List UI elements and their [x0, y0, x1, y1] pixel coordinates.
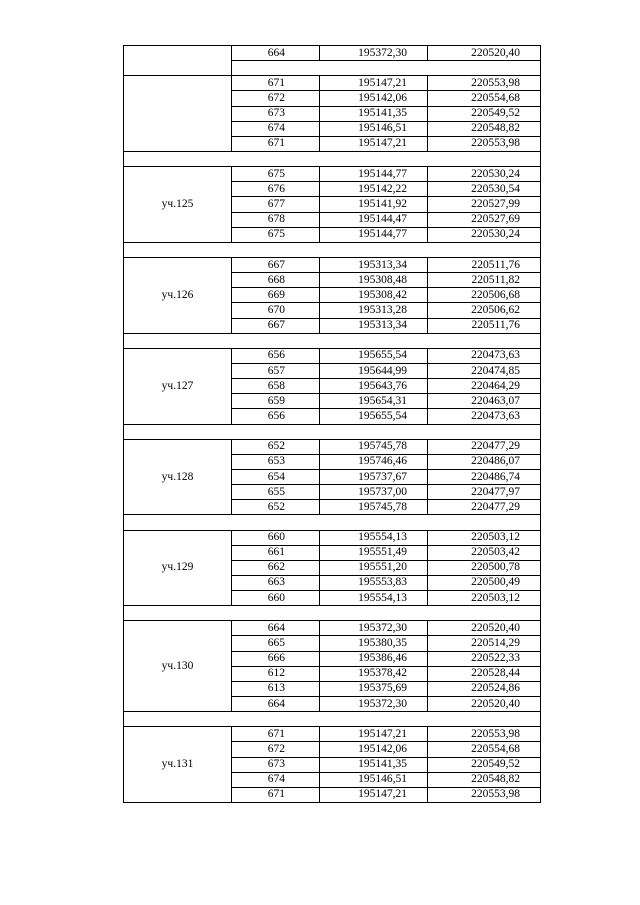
point-number: 664: [232, 697, 320, 712]
coordinate-x: 195745,78: [320, 500, 428, 515]
coordinate-y: 220500,78: [428, 560, 541, 575]
point-number: 671: [232, 727, 320, 742]
coordinate-y: 220553,98: [428, 727, 541, 742]
coordinate-x: 195643,76: [320, 379, 428, 394]
spacer-cell: [124, 242, 541, 257]
coordinate-x: 195654,31: [320, 394, 428, 409]
table-row-spacer: [124, 333, 541, 348]
coordinate-x: 195141,92: [320, 197, 428, 212]
coordinate-x: 195146,51: [320, 772, 428, 787]
coordinate-x: 195372,30: [320, 46, 428, 61]
point-number: 660: [232, 530, 320, 545]
coordinate-y: 220506,62: [428, 303, 541, 318]
coordinate-y: 220500,49: [428, 575, 541, 590]
point-number: 657: [232, 363, 320, 378]
point-number: 667: [232, 257, 320, 272]
point-number: 665: [232, 636, 320, 651]
table-row: [124, 348, 541, 363]
coordinate-x: 195141,35: [320, 757, 428, 772]
coordinate-x: 195313,34: [320, 318, 428, 333]
coordinate-x: 195745,78: [320, 439, 428, 454]
coordinate-x: 195372,30: [320, 621, 428, 636]
table-row-spacer: [124, 712, 541, 727]
coordinate-x: 195655,54: [320, 348, 428, 363]
table-row-spacer: [124, 606, 541, 621]
point-number: 671: [232, 787, 320, 802]
coordinate-y: 220511,76: [428, 318, 541, 333]
coordinate-y: 220554,68: [428, 742, 541, 757]
point-number: 652: [232, 500, 320, 515]
spacer-cell: [124, 333, 541, 348]
coordinate-y: 220486,74: [428, 469, 541, 484]
point-number: 675: [232, 227, 320, 242]
coordinate-x: 195147,21: [320, 787, 428, 802]
coordinate-x: 195554,13: [320, 530, 428, 545]
coordinate-x: 195147,21: [320, 727, 428, 742]
coordinate-y: 220530,24: [428, 227, 541, 242]
coordinate-y: 220473,63: [428, 348, 541, 363]
point-number: 673: [232, 757, 320, 772]
coordinate-x: 195737,00: [320, 485, 428, 500]
point-number: 613: [232, 681, 320, 696]
coordinate-x: 195144,77: [320, 227, 428, 242]
point-number: 655: [232, 485, 320, 500]
coordinate-x: 195386,46: [320, 651, 428, 666]
coordinate-y: 220463,07: [428, 394, 541, 409]
coordinate-y: 220486,07: [428, 454, 541, 469]
point-number: 674: [232, 772, 320, 787]
point-number: 678: [232, 212, 320, 227]
table-row-spacer: [124, 515, 541, 530]
coordinate-x: 195144,47: [320, 212, 428, 227]
parcel-label: уч.131: [124, 727, 232, 803]
coordinate-x: 195551,20: [320, 560, 428, 575]
coordinate-x: 195378,42: [320, 666, 428, 681]
coordinate-y: 220548,82: [428, 121, 541, 136]
point-number: 662: [232, 560, 320, 575]
coordinate-x: 195141,35: [320, 106, 428, 121]
parcel-label: уч.130: [124, 621, 232, 712]
point-number: 667: [232, 318, 320, 333]
coordinate-x: 195308,42: [320, 288, 428, 303]
coordinate-x: 195142,22: [320, 182, 428, 197]
point-number: 666: [232, 651, 320, 666]
coordinate-x: 195142,06: [320, 742, 428, 757]
parcel-label: [124, 46, 232, 76]
point-number: 656: [232, 348, 320, 363]
table-row: [124, 46, 541, 61]
point-number: 658: [232, 379, 320, 394]
coordinate-y: 220554,68: [428, 91, 541, 106]
coordinate-y: 220474,85: [428, 363, 541, 378]
coordinates-table: [123, 45, 541, 803]
table-row: [124, 530, 541, 545]
coordinate-y: 220477,29: [428, 439, 541, 454]
point-number: 612: [232, 666, 320, 681]
point-number: 672: [232, 742, 320, 757]
coordinate-y: 220514,29: [428, 636, 541, 651]
point-number: 656: [232, 409, 320, 424]
coordinate-y: 220527,99: [428, 197, 541, 212]
parcel-label: уч.126: [124, 257, 232, 333]
point-number: 675: [232, 167, 320, 182]
table-row: [124, 76, 541, 91]
coordinate-x: 195313,28: [320, 303, 428, 318]
coordinate-y: 220553,98: [428, 76, 541, 91]
coordinate-y: 220522,33: [428, 651, 541, 666]
table-row-spacer: [124, 151, 541, 166]
coordinate-x: 195313,34: [320, 257, 428, 272]
spacer-cell: [124, 151, 541, 166]
table-row: [124, 167, 541, 182]
coordinate-y: 220528,44: [428, 666, 541, 681]
coordinate-y: 220511,76: [428, 257, 541, 272]
table-row-spacer: [124, 242, 541, 257]
point-number: 664: [232, 621, 320, 636]
coordinate-y: 220553,98: [428, 787, 541, 802]
spacer-cell: [232, 61, 541, 76]
parcel-label: [124, 76, 232, 152]
coordinate-y: 220477,97: [428, 485, 541, 500]
point-number: 674: [232, 121, 320, 136]
coordinate-x: 195554,13: [320, 591, 428, 606]
coordinate-x: 195655,54: [320, 409, 428, 424]
point-number: 670: [232, 303, 320, 318]
coordinate-y: 220477,29: [428, 500, 541, 515]
point-number: 663: [232, 575, 320, 590]
coordinate-y: 220503,42: [428, 545, 541, 560]
point-number: 671: [232, 76, 320, 91]
coordinate-x: 195551,49: [320, 545, 428, 560]
point-number: 654: [232, 469, 320, 484]
coordinate-x: 195142,06: [320, 91, 428, 106]
coordinate-x: 195553,83: [320, 575, 428, 590]
spacer-cell: [124, 712, 541, 727]
coordinate-x: 195737,67: [320, 469, 428, 484]
point-number: 676: [232, 182, 320, 197]
point-number: 672: [232, 91, 320, 106]
parcel-label: уч.129: [124, 530, 232, 606]
coordinate-y: 220520,40: [428, 697, 541, 712]
coordinate-y: 220530,54: [428, 182, 541, 197]
coordinate-x: 195144,77: [320, 167, 428, 182]
coordinate-y: 220503,12: [428, 530, 541, 545]
point-number: 669: [232, 288, 320, 303]
coordinate-y: 220520,40: [428, 46, 541, 61]
point-number: 661: [232, 545, 320, 560]
point-number: 653: [232, 454, 320, 469]
coordinate-x: 195147,21: [320, 76, 428, 91]
point-number: 671: [232, 136, 320, 151]
coordinate-y: 220503,12: [428, 591, 541, 606]
coordinates-table-body: [124, 46, 541, 803]
parcel-label: уч.128: [124, 439, 232, 515]
point-number: 673: [232, 106, 320, 121]
coordinate-y: 220553,98: [428, 136, 541, 151]
coordinate-y: 220548,82: [428, 772, 541, 787]
coordinate-x: 195308,48: [320, 273, 428, 288]
spacer-cell: [124, 606, 541, 621]
coordinate-x: 195372,30: [320, 697, 428, 712]
spacer-cell: [124, 515, 541, 530]
point-number: 652: [232, 439, 320, 454]
parcel-label: уч.125: [124, 167, 232, 243]
coordinate-y: 220464,29: [428, 379, 541, 394]
coordinate-y: 220473,63: [428, 409, 541, 424]
coordinate-y: 220549,52: [428, 106, 541, 121]
table-row: [124, 439, 541, 454]
coordinate-y: 220527,69: [428, 212, 541, 227]
coordinate-x: 195746,46: [320, 454, 428, 469]
table-row: [124, 621, 541, 636]
coordinate-y: 220530,24: [428, 167, 541, 182]
table-row-spacer: [124, 424, 541, 439]
coordinate-y: 220524,86: [428, 681, 541, 696]
point-number: 668: [232, 273, 320, 288]
coordinate-x: 195375,69: [320, 681, 428, 696]
spacer-cell: [124, 424, 541, 439]
coordinate-y: 220506,68: [428, 288, 541, 303]
point-number: 659: [232, 394, 320, 409]
table-row: [124, 257, 541, 272]
coordinate-y: 220520,40: [428, 621, 541, 636]
point-number: 664: [232, 46, 320, 61]
coordinate-x: 195644,99: [320, 363, 428, 378]
point-number: 677: [232, 197, 320, 212]
coordinate-y: 220549,52: [428, 757, 541, 772]
parcel-label: уч.127: [124, 348, 232, 424]
coordinate-x: 195147,21: [320, 136, 428, 151]
table-row: [124, 727, 541, 742]
point-number: 660: [232, 591, 320, 606]
coordinate-x: 195380,35: [320, 636, 428, 651]
coordinate-y: 220511,82: [428, 273, 541, 288]
coordinate-x: 195146,51: [320, 121, 428, 136]
